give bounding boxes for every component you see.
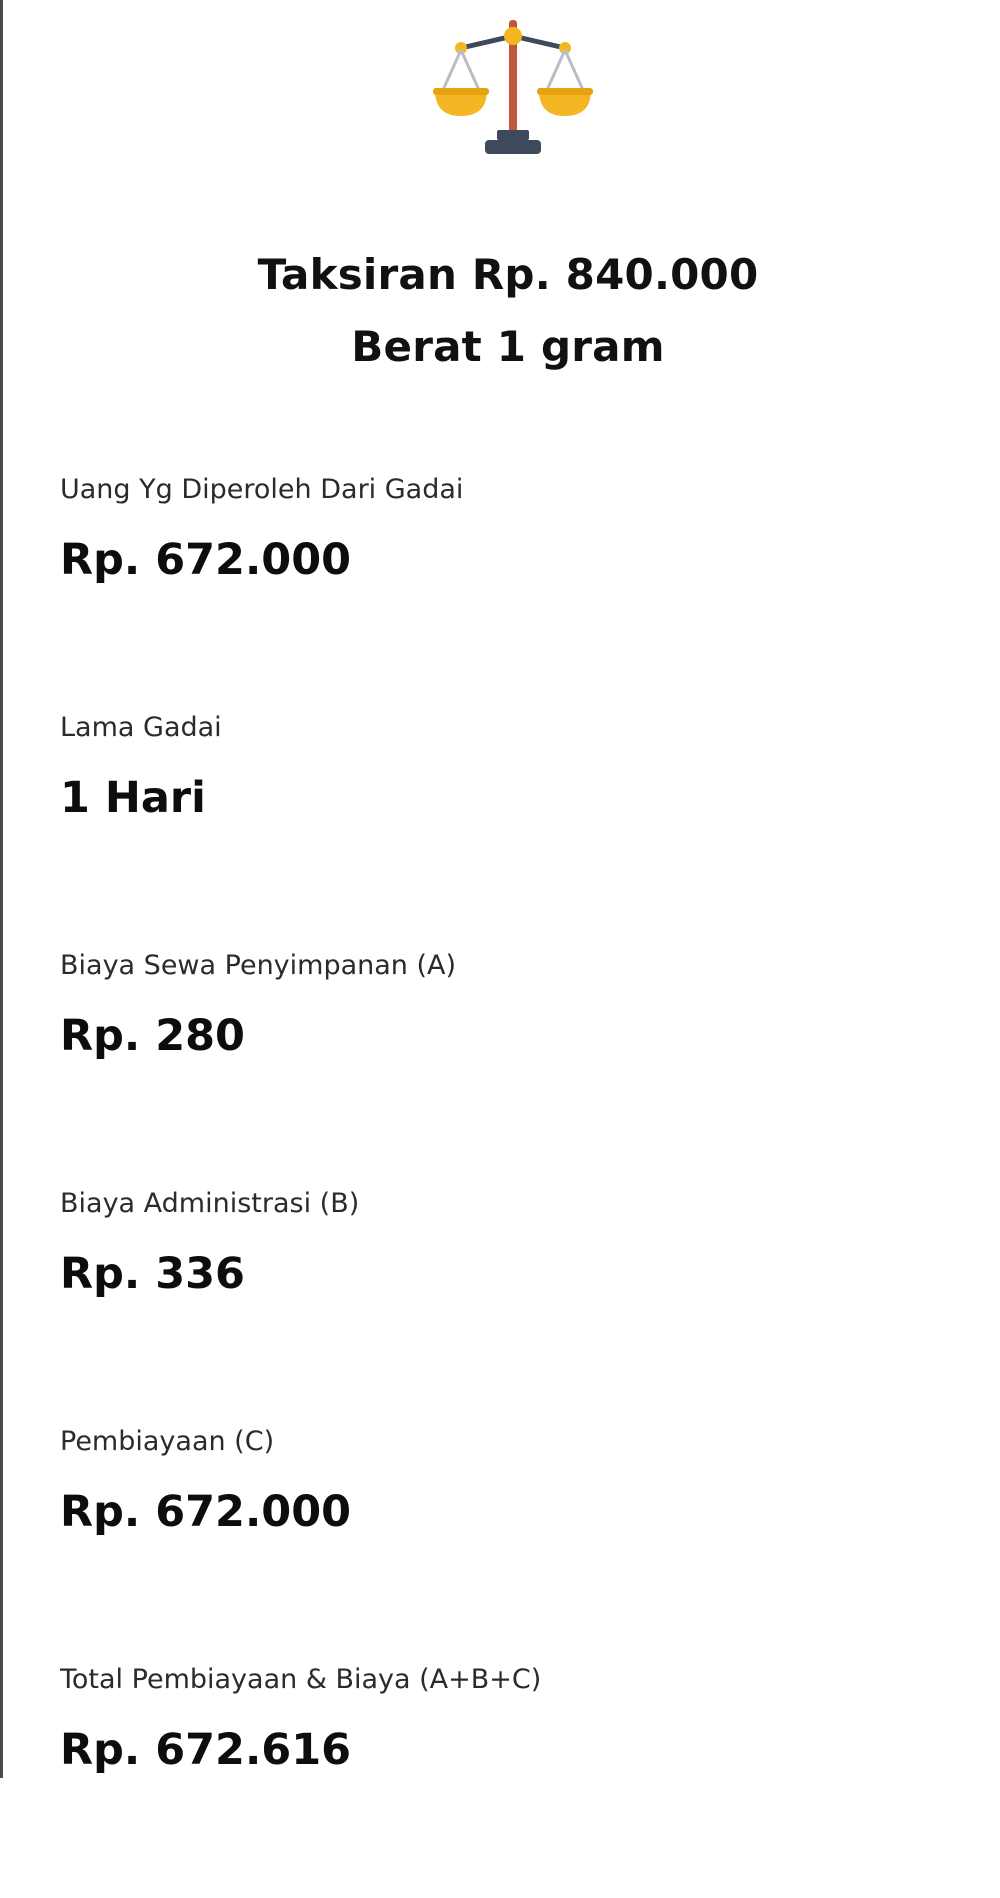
estimate-header — [3, 245, 1000, 377]
detail-label: Lama Gadai — [60, 712, 222, 743]
detail-label: Biaya Administrasi (B) — [60, 1188, 360, 1219]
detail-label: Total Pembiayaan & Biaya (A+B+C) — [60, 1664, 542, 1695]
detail-label: Uang Yg Diperoleh Dari Gadai — [60, 474, 464, 505]
detail-row-admin-fee — [60, 1184, 960, 1422]
detail-label: Pembiayaan (C) — [60, 1426, 275, 1457]
pawn-details-list — [60, 470, 960, 1898]
detail-row-duration — [60, 708, 960, 946]
detail-value: Rp. 672.616 — [60, 1725, 352, 1775]
detail-row-total — [60, 1660, 960, 1898]
weight-subtitle: Berat 1 gram — [351, 322, 665, 371]
detail-value: Rp. 280 — [60, 1011, 245, 1061]
detail-value: Rp. 336 — [60, 1249, 245, 1299]
detail-row-loan-amount — [60, 470, 960, 708]
scale-icon — [433, 16, 593, 162]
pawn-estimate-screen — [3, 0, 1000, 1778]
detail-label: Biaya Sewa Penyimpanan (A) — [60, 950, 457, 981]
detail-value: Rp. 672.000 — [60, 535, 352, 585]
detail-row-storage-fee — [60, 946, 960, 1184]
estimate-title: Taksiran Rp. 840.000 — [257, 250, 759, 299]
detail-row-financing — [60, 1422, 960, 1660]
detail-value: Rp. 672.000 — [60, 1487, 352, 1537]
detail-value: 1 Hari — [60, 773, 206, 823]
